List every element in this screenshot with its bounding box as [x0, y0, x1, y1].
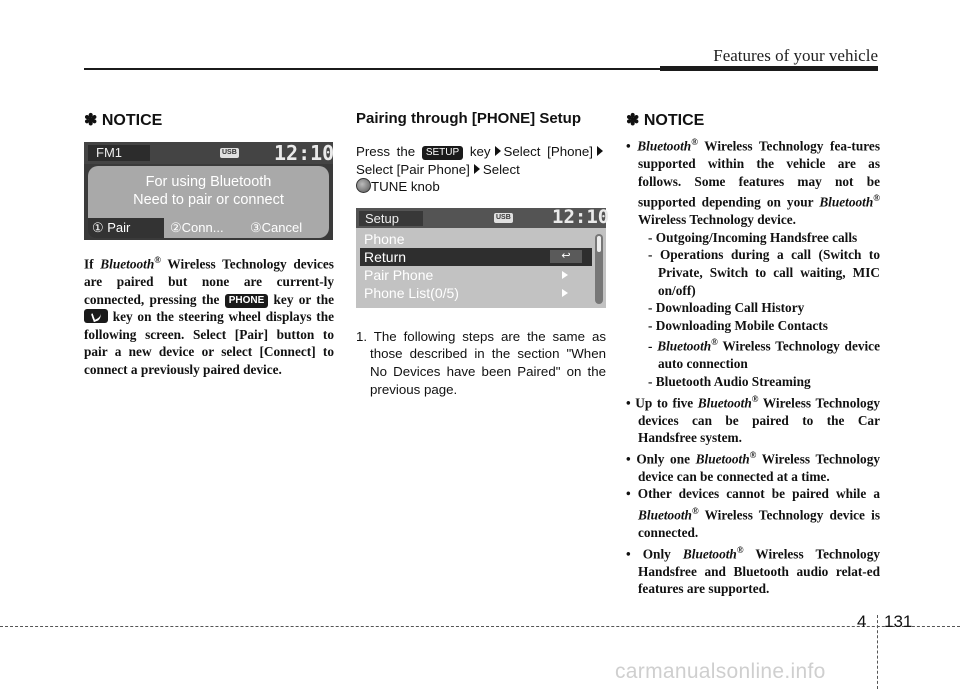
- pair-button[interactable]: ① Pair: [88, 218, 164, 238]
- menu-row-phone: Phone: [364, 230, 405, 247]
- tune-knob-icon: [356, 178, 371, 193]
- notice-item-3: • Only one Bluetooth® Wireless Technology device can be connected at a time.: [626, 449, 880, 484]
- notice-item-4: • Other devices cannot be paired while a Bluetooth® Wireless Technology device is connected.: [626, 486, 880, 540]
- menu-row-phone-list[interactable]: Phone List(0/5): [360, 284, 592, 302]
- header-rule-thick: [660, 66, 878, 71]
- chevron-right-icon: [562, 289, 568, 297]
- notice-item-2: • Up to five Bluetooth® Wireless Technology devices can be paired to the Car Handsfree system.: [626, 393, 880, 446]
- arrow-icon: [597, 146, 603, 156]
- setup-instructions: Press the SETUP key Select [Phone]Select [Pair Phone] Select TUNE knob: [356, 143, 606, 196]
- left-column: [84, 110, 334, 379]
- return-icon: ↩: [550, 250, 582, 263]
- cancel-button[interactable]: ③Cancel: [250, 220, 303, 235]
- arrow-icon: [474, 164, 480, 174]
- message-line-1: For using Bluetooth: [145, 174, 272, 190]
- notice-paragraph: If Bluetooth® Wireless Technology devices are paired but none are current-ly connected, pressing the PHONE key or the key on the steering wheel displays the following screen. Select [Pair] button to pair a new device or select [Connect] to connect a previously paired device.: [84, 255, 335, 377]
- usb-badge: USB: [496, 213, 511, 221]
- menu-row-return[interactable]: Return ↩: [360, 248, 592, 266]
- notice-heading: ✽ NOTICE: [626, 112, 705, 129]
- clock: 12:10: [274, 141, 335, 165]
- feature-item: - Downloading Call History: [648, 300, 805, 316]
- usb-badge: USB: [222, 149, 237, 156]
- section-title: Pairing through [PHONE] Setup: [356, 110, 581, 127]
- scrollbar[interactable]: [595, 234, 603, 304]
- phone-key: PHONE: [225, 294, 269, 308]
- right-column: [626, 110, 880, 598]
- page-header-title: Features of your vehicle: [713, 46, 878, 65]
- page-number: 131: [884, 612, 913, 631]
- feature-item: - Operations during a call (Switch to Private, Switch to call waiting, MIC on/off): [648, 247, 880, 298]
- chapter-number: 4: [857, 612, 867, 631]
- feature-item: - Bluetooth® Wireless Technology device auto connection: [648, 337, 880, 372]
- setup-screen: [356, 205, 610, 308]
- feature-item: - Downloading Mobile Contacts: [648, 317, 828, 333]
- message-line-2: Need to pair or connect: [133, 192, 284, 208]
- middle-column: [356, 110, 610, 398]
- step-1: 1. The following steps are the same as those described in the section "When No Devices have been Paired" on the previous page.: [356, 328, 606, 397]
- menu-row-pair-phone[interactable]: Pair Phone: [360, 266, 592, 284]
- feature-item: - Outgoing/Incoming Handsfree calls: [648, 229, 858, 245]
- watermark: carmanualsonline.info: [615, 660, 826, 683]
- footer-rule: [0, 626, 960, 627]
- clock: 12:10: [552, 205, 610, 228]
- source-label: FM1: [88, 145, 150, 161]
- setup-tab: Setup: [359, 211, 423, 226]
- feature-item: - Bluetooth Audio Streaming: [648, 373, 811, 389]
- steering-phone-icon: [84, 309, 108, 323]
- pair-connect-screen: [84, 142, 333, 240]
- notice-item-5: • Only Bluetooth® Wireless Technology Handsfree and Bluetooth audio relat-ed features are supported.: [626, 544, 880, 597]
- footer-divider: [877, 615, 878, 689]
- setup-key: SETUP: [422, 146, 463, 160]
- chevron-right-icon: [562, 271, 568, 279]
- notice-item-1: • Bluetooth® Wireless Technology fea-tures supported within the vehicle are as follows. Some features may not be supported depending on your Bluetooth® Wireless Technology device. - Outgoing/Incoming Handsfree calls - Operations during a call (Switch to Private, Switch to call waiting, MIC on/off) - Downloading Call History - Downloading Mobile Contacts - Bluetooth® Wireless Technology device auto connection - Bluetooth Audio Streaming: [626, 137, 880, 389]
- arrow-icon: [495, 146, 501, 156]
- notice-heading: ✽ NOTICE: [84, 112, 163, 129]
- connect-button[interactable]: ②Conn...: [170, 220, 224, 235]
